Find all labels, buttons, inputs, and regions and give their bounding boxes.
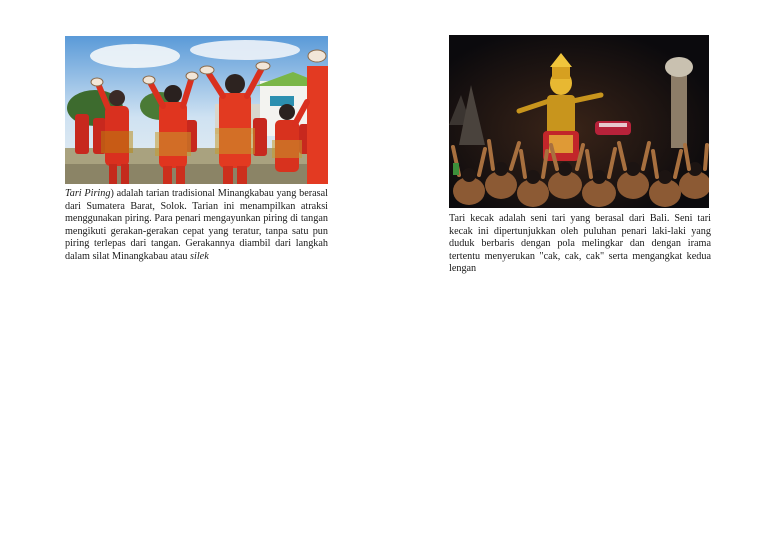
caption-body: ) adalah tarian tradisional Minangkabau yang berasal dari Sumatera Barat, Solok. Tarian ini menampilkan atraksi menggunakan piring. Para penari mengayunkan piring di tangan mengikuti gerakan-gerakan cepat yang teratur, tanpa satu pun piring terlepas dari tangan. Gerakannya diambil dari langkah dalam silat Minangkabau atau (65, 188, 329, 262)
tari-kecak-caption (449, 213, 711, 276)
tari-piring-card (65, 36, 328, 264)
tari-piring-photo (65, 36, 328, 184)
tari-kecak-card (449, 35, 711, 276)
tari-kecak-photo (449, 35, 709, 208)
caption-italic-tail: silek (190, 250, 209, 262)
caption-italic-lead: Tari Piring (65, 188, 111, 199)
caption-body: Tari kecak adalah seni tari yang berasal dari Bali. Seni tari kecak ini dipertunjukkan oleh puluhan penari laki-laki yang duduk berbaris dengan pola melingkar dan dengan irama tertentu menyerukan "cak, cak, cak" serta mengangkat kedua lengan (449, 213, 711, 275)
tari-piring-caption (65, 188, 328, 264)
